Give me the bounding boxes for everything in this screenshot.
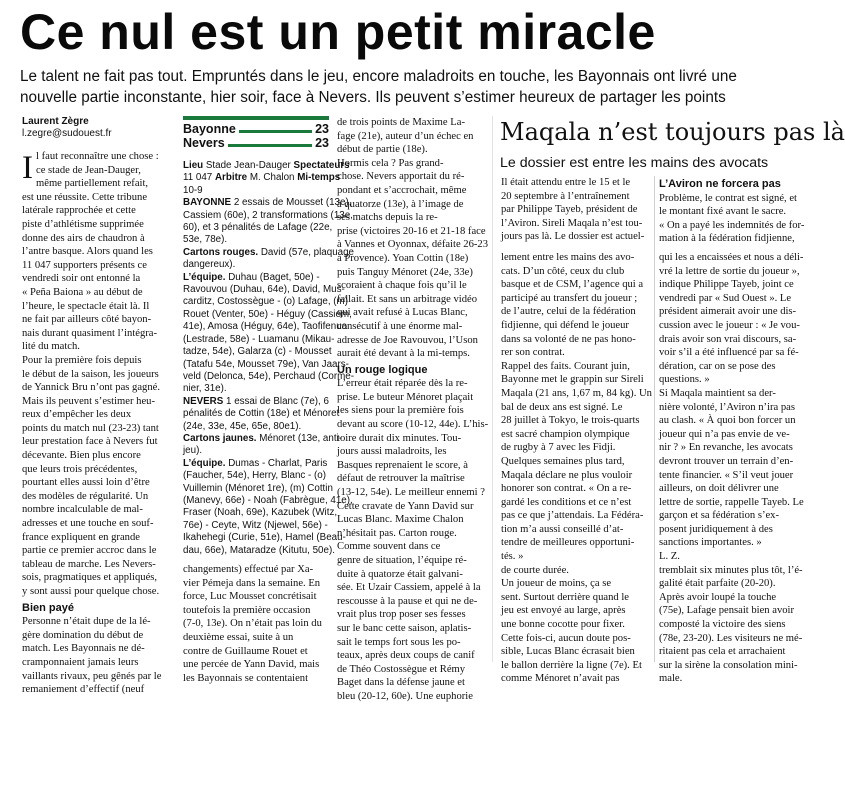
- text-line: Ikahehegi (Curie, 51e), Hamel (Beau-: [183, 532, 346, 544]
- score-home-value: 23: [315, 122, 329, 136]
- text-line: le montant fixé avant le sacre.: [659, 206, 787, 218]
- text-line: n’hésitait pas. Carton rouge.: [337, 527, 457, 539]
- text-line: tion m’a aussi conseillé d’at-: [501, 523, 624, 535]
- text-line: (7-0, 13e). On n’était pas loin du: [183, 618, 322, 630]
- text-line: honorer son contrat. « On a re-: [501, 483, 632, 495]
- text-line: carditz, Costossègue - (o) Lafage, (m): [183, 296, 348, 308]
- byline: [22, 116, 172, 140]
- text-line: sur la sirène la consolation mini-: [659, 659, 798, 671]
- text-line: reux d’empêcher les deux: [22, 409, 132, 421]
- text-line: partie ce premier accroc dans le: [22, 545, 157, 557]
- text-line: indique Philippe Tayeb, joint ce: [659, 279, 794, 291]
- team-home: Bayonne: [183, 122, 236, 136]
- detail-text: David (57e, plaquage: [258, 246, 354, 258]
- text-line: Bayonne met le grappin sur Sireli: [501, 374, 644, 386]
- text-line: genre de situation, l’équipe ré-: [337, 555, 467, 566]
- text-line: pondant et s’accrochait, même: [337, 184, 467, 196]
- text-line: Quelques semaines plus tard,: [501, 455, 625, 467]
- text-line: dau, 66e), Mataradze (Kitutu, 50e).: [183, 544, 335, 556]
- text-line: Après avoir loupé la touche: [659, 591, 777, 603]
- text-line: basque et de CSM, l’agence qui a: [501, 279, 644, 291]
- text-line: Problème, le contrat est signé, et: [659, 192, 797, 204]
- text-line: est sacré champion olympique: [501, 428, 630, 440]
- text-line: Comme souvent dans ce: [337, 541, 441, 553]
- detail-label: L’équipe.: [183, 457, 226, 469]
- subhead: Un rouge logique: [337, 363, 428, 376]
- text-line: par Philippe Tayeb, président de: [501, 204, 638, 216]
- text-line: sanctions importantes. »: [659, 537, 762, 549]
- text-line: de rugby à 7 avec les Fidji.: [501, 442, 616, 454]
- text-line: devront trouver un terrain d’en-: [659, 455, 794, 467]
- text-line: cussion avec le joueur : « Je vou-: [659, 319, 800, 331]
- score-leader: [228, 144, 312, 147]
- text-line: sois, pragmatiques et appliqués,: [22, 572, 158, 584]
- text-line: vré la lettre de sortie du joueur »,: [659, 265, 800, 277]
- text-line: (Lestrade, 58e) - Luamanu (Mikau-: [183, 333, 335, 345]
- text-line: les siens pour la première fois: [337, 405, 464, 417]
- text-line: posent juridiquement à des: [659, 523, 773, 535]
- text-line: sur le banc cette saison, aplatis-: [337, 622, 472, 634]
- detail-text: Duhau (Baget, 50e) -: [225, 271, 320, 283]
- text-line: Rappel des faits. Courant juin,: [501, 360, 630, 372]
- text-line: Un joueur de moins, ça se: [501, 578, 612, 590]
- text-line: dangereux).: [183, 259, 236, 271]
- score-away-value: 23: [315, 136, 329, 150]
- text-line: adresses et une touche en souf-: [22, 518, 154, 530]
- text-line: deuxième essai, suite à un: [183, 631, 294, 643]
- headline: Ce nul est un petit miracle: [20, 4, 656, 60]
- text-line: 28 juillet à Tokyo, le trois-quarts: [501, 415, 640, 427]
- subhead: L’Aviron ne forcera pas: [659, 178, 781, 190]
- detail-text: M. Chalon: [247, 172, 298, 184]
- text-line: gère domination du début de: [22, 629, 144, 641]
- lead-line: Le talent ne fait pas tout. Empruntés dans le jeu, encore maladroits en touche, les Bayonnais ont livré une: [20, 68, 737, 85]
- text-line: décevante. Bien plus encore: [22, 450, 141, 462]
- text-line: 53e, 78e).: [183, 234, 228, 246]
- text-line: voir s’il a été influencé par sa fé-: [659, 347, 799, 359]
- text-line: tableau de marche. Les Nevers-: [22, 558, 156, 570]
- text-line: à Vannes et Oyonnax, défaite 26-23: [337, 239, 489, 251]
- detail-label: Cartons rouges.: [183, 246, 259, 258]
- sidebar-body-top-right: [659, 178, 811, 253]
- sidebar-column-right: [659, 251, 811, 796]
- text-line: 20 septembre à l’entraînement: [501, 190, 630, 202]
- text-line: Vuillemin (Ménoret 1re), (m) Cottin: [183, 482, 333, 494]
- detail-line: [183, 172, 341, 184]
- text-line: même partiellement refait,: [36, 178, 149, 190]
- text-line: l’antre basque. Alors quand les: [22, 246, 153, 258]
- text-line: à Provence). Yoan Cottin (18e): [337, 252, 469, 264]
- text-line: (Tatafu 54e, Mousset 79e), Van Jaars-: [183, 358, 349, 370]
- detail-line: [183, 160, 350, 172]
- text-line: début de partie (18e).: [337, 144, 428, 156]
- text-line: bleu (20-12, 60e). Une euphorie: [337, 690, 473, 702]
- text-line: fallait. Et sans un arbitrage vidéo: [337, 293, 478, 305]
- text-line: de trois points de Maxime La-: [337, 117, 465, 128]
- detail-text: 11 047: [183, 172, 215, 184]
- text-line: lement entre les mains des avo-: [501, 252, 635, 263]
- text-line: lité du match.: [22, 341, 80, 353]
- text-line: 41e), Amosa (Héguy, 64e), Taofifenua: [183, 321, 348, 333]
- scoreboard: [183, 122, 329, 150]
- body-text: [337, 377, 489, 703]
- text-line: Il était attendu entre le 15 et le: [501, 177, 631, 188]
- text-line: rer son contrat.: [501, 347, 565, 359]
- text-line: fage (21e), auteur d’un échec en: [337, 130, 474, 142]
- team-away: Nevers: [183, 136, 225, 150]
- text-line: de Théo Costossègue et Rémy: [337, 663, 466, 675]
- text-line: de courte durée.: [501, 564, 569, 576]
- sidebar-body-top: [501, 176, 651, 251]
- text-line: jeu est envoyé au large, après: [501, 605, 626, 617]
- text-line: sible, Lucas Blanc écrasait bien: [501, 646, 635, 658]
- text-line: vendredi soir ont entonné la: [22, 273, 141, 285]
- text-line: contre de Guillaume Rouet et: [183, 645, 308, 657]
- text-line: ce stade de Jean-Dauger,: [36, 164, 141, 176]
- text-line: nier, 31e).: [183, 383, 227, 395]
- text-line: vaillants rivaux, peu gênés par le: [22, 670, 162, 682]
- text-line: participé au transfert du joueur ;: [501, 292, 638, 304]
- text-line: dans sa volonté de ne pas hono-: [501, 333, 636, 345]
- text-line: sée. Et Uzair Cassiem, appelé à la: [337, 582, 481, 594]
- text-line: une percée de Yann David, mais: [183, 659, 320, 671]
- text-line: sent. Surtout derrière quand le: [501, 591, 629, 603]
- sidebar-subtitle: Le dossier est entre les mains des avocats: [500, 155, 769, 171]
- score-away: [183, 136, 329, 150]
- text-line: (Faucher, 54e), Herry, Blanc - (o): [183, 470, 327, 482]
- lead-paragraph: [20, 66, 810, 110]
- detail-label: Mi-temps: [297, 172, 341, 184]
- text-line: le ballon derrière la ligne (7e). Et: [501, 659, 642, 671]
- text-line: Si Maqala maintient sa der-: [659, 387, 776, 399]
- text-line: qui avait refusé à Lucas Blanc,: [337, 307, 468, 319]
- text-line: (24e, 33e, 45e, 65e, 80e1).: [183, 420, 302, 432]
- text-line: scoraient à chaque fois qu’il le: [337, 280, 467, 292]
- text-line: Fraser (Noah, 69e), Kazubek (Witz,: [183, 507, 338, 519]
- text-line: chose. Nevers apportait du ré-: [337, 171, 465, 183]
- text-line: Pour la première fois depuis: [22, 354, 142, 366]
- text-line: puis Tanguy Ménoret (24e, 33e): [337, 266, 473, 278]
- text-line: galité était parfaite (20-20).: [659, 578, 776, 590]
- text-line: nombre incalculable de mal-: [22, 504, 143, 516]
- subhead: Bien payé: [22, 601, 74, 614]
- text-line: changements) effectué par Xa-: [183, 564, 314, 575]
- text-line: Lucas Blanc. Maxime Chalon: [337, 514, 464, 526]
- text-line: Mais ils peuvent s’estimer heu-: [22, 395, 155, 407]
- column-divider: [654, 176, 655, 662]
- text-line: tremblait six minutes plus tôt, l’é-: [659, 564, 803, 576]
- text-line: rescousse à la pause et qui ne de-: [337, 595, 478, 607]
- text-line: jeu).: [183, 445, 203, 457]
- text-line: Basques reprenaient le score, à: [337, 459, 468, 471]
- text-line: « Peña Baiona » au début de: [22, 286, 143, 298]
- text-line: adresse de Joe Ravouvou, l’Uson: [337, 334, 478, 346]
- detail-lines: [183, 184, 354, 557]
- detail-label: NEVERS: [183, 395, 224, 407]
- text-line: gardé les conditions et ce n’est: [501, 496, 632, 508]
- text-line: leur prestation face à Nevers fut: [22, 436, 158, 448]
- score-rule: [183, 116, 329, 120]
- detail-text: Dumas - Charlat, Paris: [225, 457, 328, 469]
- detail-label: L’équipe.: [183, 271, 226, 283]
- text-line: est une réussite. Cette tribune: [22, 191, 148, 203]
- match-details: [183, 160, 354, 557]
- text-line: piste d’athlétisme supprimée: [22, 218, 144, 230]
- detail-text: Ménoret (13e, anti-: [256, 432, 342, 444]
- score-box-column: [183, 116, 354, 684]
- text-line: mation à la fédération fidjienne,: [659, 233, 795, 245]
- text-line: teaux, après deux coups de canif: [337, 650, 475, 662]
- text-line: aurait été devant à la mi-temps.: [337, 348, 470, 360]
- text-line: (78e, 23-20). Les visiteurs ne mé-: [659, 632, 803, 644]
- text-line: Rouet (Venter, 50e) - Héguy (Cassiem,: [183, 308, 352, 320]
- text-line: pas ce que j’attendais. La Fédéra-: [501, 510, 644, 522]
- text-line: Cassiem (60e), 2 transformations (13e,: [183, 209, 353, 221]
- text-line: (13-12, 54e). Le meilleur ennemi ?: [337, 487, 485, 499]
- text-line: nir ? » En revanche, les avocats: [659, 442, 793, 454]
- text-line: [183, 246, 354, 259]
- text-line: match. Les Bayonnais ne dé-: [22, 643, 145, 655]
- text-line: jours pas là. Le dossier est actuel-: [501, 231, 645, 243]
- text-line: toire durait dix minutes. Tou-: [337, 432, 462, 444]
- text-line: une bonne cocotte pour fixer.: [501, 619, 625, 631]
- detail-text: 2 essais de Mousset (13e),: [231, 197, 352, 209]
- text-line: latérale rapprochée et cette: [22, 205, 136, 217]
- text-line: [183, 432, 342, 445]
- text-line: ne fait par ailleurs côté bayon-: [22, 314, 152, 326]
- text-line: 60), et 3 pénalités de Lafage (22e,: [183, 222, 333, 234]
- text-line: 10-9: [183, 184, 203, 196]
- text-line: le début de la saison, les joueurs: [22, 368, 159, 380]
- text-line: L. Z.: [659, 551, 680, 563]
- body-text: [659, 192, 811, 246]
- text-line: comme Ménoret n’avait pas: [501, 673, 620, 685]
- text-line: vier Pémeja dans la semaine. En: [183, 577, 321, 589]
- text-line: Maqala (21 ans, 1,67 m, 84 kg). Un: [501, 387, 652, 399]
- text-line: l faut reconnaître une chose :: [36, 151, 159, 162]
- body-text: [22, 150, 172, 599]
- text-line: L’erreur était réparée dès la re-: [337, 378, 468, 390]
- text-line: [183, 396, 329, 408]
- text-line: Ravouvou (Duhau, 64e), David, Mus-: [183, 284, 345, 296]
- text-line: dération, car on se pose des: [659, 360, 776, 372]
- body-text: [337, 116, 489, 361]
- text-line: prise. Le buteur Ménoret plaçait: [337, 391, 474, 403]
- lead-line: nouvelle partie inconstante, hier soir, face à Nevers. Ils peuvent s’estimer heureux de partager les points: [20, 89, 726, 106]
- text-line: jours aussi maladroits, les: [337, 446, 447, 458]
- detail-label: Arbitre: [214, 172, 248, 184]
- text-line: devant au score (10-12, 44e). L’his-: [337, 419, 489, 431]
- text-line: Hormis cela ? Pas grand-: [337, 157, 444, 169]
- text-line: remaniement d’effectif (neuf: [22, 684, 145, 696]
- byline-author: Laurent Zègre: [22, 116, 89, 127]
- text-line: vendredi par « Sud Ouest ». Le: [659, 292, 792, 304]
- text-line: Baget dans la défense jaune et: [337, 677, 465, 689]
- detail-label: BAYONNE: [183, 197, 232, 209]
- text-line: consécutif à une énorme mal-: [337, 320, 463, 332]
- text-line: pénalités de Cottin (18e) et Ménoret: [183, 408, 340, 420]
- text-line: composté la victoire des siens: [659, 619, 786, 631]
- text-line: vrait plus trop poser ses fesses: [337, 609, 466, 621]
- detail-label: Spectateurs: [293, 160, 350, 171]
- byline-email[interactable]: l.zegre@sudouest.fr: [22, 128, 112, 139]
- text-line: fidjienne, qui défend le joueur: [501, 319, 629, 331]
- column-divider: [492, 116, 493, 662]
- text-line: l’Aviron. Sireli Maqala n’est tou-: [501, 217, 643, 229]
- detail-text: 1 essai de Blanc (7e), 6: [223, 395, 329, 407]
- text-line: Personne n’était dupe de la lé-: [22, 616, 151, 628]
- text-line: ritaient pas cela et arrachaient: [659, 646, 786, 658]
- text-line: des modèles de régularité. Un: [22, 490, 149, 502]
- text-line: force, Luc Mousset concrétisait: [183, 591, 317, 603]
- text-line: président aimerait avoir une dis-: [659, 306, 797, 318]
- body-text: [22, 615, 172, 697]
- text-line: les Bayonnais se contentaient: [183, 672, 309, 684]
- text-line: l’heure, le spectacle était là. Il: [22, 300, 150, 312]
- text-line: [183, 197, 352, 209]
- text-line: joueur qui n’a pas envie de ve-: [659, 428, 790, 440]
- text-line: de l’autre, celui de la fédération: [501, 306, 636, 318]
- detail-label: Lieu: [183, 160, 204, 171]
- text-line: duite à quatorze était galvani-: [337, 568, 463, 580]
- text-line: questions. »: [659, 374, 710, 386]
- text-line: Cette fois-ci, aucun doute pos-: [501, 632, 631, 644]
- text-line: ailleurs, on doit délivrer une: [659, 483, 779, 495]
- text-line: (Manevy, 66e) - Noah (Fabrègue, 41e),: [183, 494, 353, 506]
- text-line: au clash. « À quoi bon forcer un: [659, 415, 796, 427]
- text-line: toutefois la première occasion: [183, 604, 311, 616]
- score-leader: [239, 130, 312, 133]
- text-line: [183, 272, 329, 284]
- text-line: points du match nul (23-23) tant: [22, 422, 159, 434]
- text-line: tente financier. « S’il veut jouer: [659, 469, 794, 481]
- text-line: que leurs trois précédentes,: [22, 463, 138, 475]
- score-home: [183, 122, 329, 136]
- text-line: tadze, 54e), Galarza (c) - Mousset: [183, 346, 332, 358]
- text-line: garçon et sa fédération s’ex-: [659, 510, 780, 522]
- text-line: bal de deux ans est signé. Le: [501, 401, 623, 413]
- text-line: pourtant elles aussi loin d’être: [22, 477, 150, 489]
- text-line: Cette cravate de Yann David sur: [337, 500, 474, 512]
- text-line: veld (Delonca, 54e), Perchaud (Corme-: [183, 370, 354, 382]
- article-column-3: [337, 116, 489, 702]
- article-column-1: [22, 116, 172, 696]
- text-line: à quatorze (13e), à l’image de: [337, 198, 464, 210]
- text-line: drais avoir son vrai discours, sa-: [659, 333, 797, 345]
- text-line: male.: [659, 673, 683, 685]
- text-line: sait le temps fort sous les po-: [337, 636, 461, 648]
- sidebar-column-left: [501, 251, 652, 685]
- detail-text: Stade Jean-Dauger: [203, 160, 294, 171]
- text-line: tés. »: [501, 551, 524, 563]
- text-line: prise (victoires 20-16 et 21-18 face: [337, 225, 486, 237]
- text-line: lettre de sortie, rappelle Tayeb. Le: [659, 496, 804, 508]
- text-line: 76e) - Ceyte, Witz (Njewel, 56e) -: [183, 519, 328, 531]
- text-line: nière volonté, l’Aviron n’ira pas: [659, 401, 796, 413]
- text-line: qui les a encaissées et nous a déli-: [659, 252, 804, 263]
- text-line: y sont aussi pour quelque chose.: [22, 586, 160, 597]
- drop-cap: I: [22, 150, 33, 186]
- text-line: donne des airs de chaudron à: [22, 232, 145, 244]
- text-line: [183, 458, 329, 470]
- text-line: (75e), Lafage pensait bien avoir: [659, 605, 795, 617]
- text-line: « On a payé les indemnités de for-: [659, 219, 805, 231]
- detail-label: Cartons jaunes.: [183, 432, 257, 444]
- text-line: 11 047 supporters présents ce: [22, 259, 147, 271]
- text-line: de Yannick Bru n’ont pas gagné.: [22, 382, 160, 394]
- text-line: tendre de meilleures opportuni-: [501, 537, 635, 549]
- text-line: cats. D’un côté, ceux du club: [501, 265, 625, 277]
- text-line: ses matchs depuis la re-: [337, 212, 438, 224]
- sidebar-title: Maqala n’est toujours pas là: [500, 118, 845, 146]
- body-text: [183, 563, 329, 685]
- text-line: défaut de retrouver la maîtrise: [337, 473, 465, 485]
- text-line: france expliquent en grande: [22, 531, 140, 543]
- text-line: Maqala déclare ne plus vouloir: [501, 469, 633, 481]
- text-line: nais durant quasiment l’intégra-: [22, 327, 158, 339]
- text-line: cramponnaient jamais leurs: [22, 656, 139, 668]
